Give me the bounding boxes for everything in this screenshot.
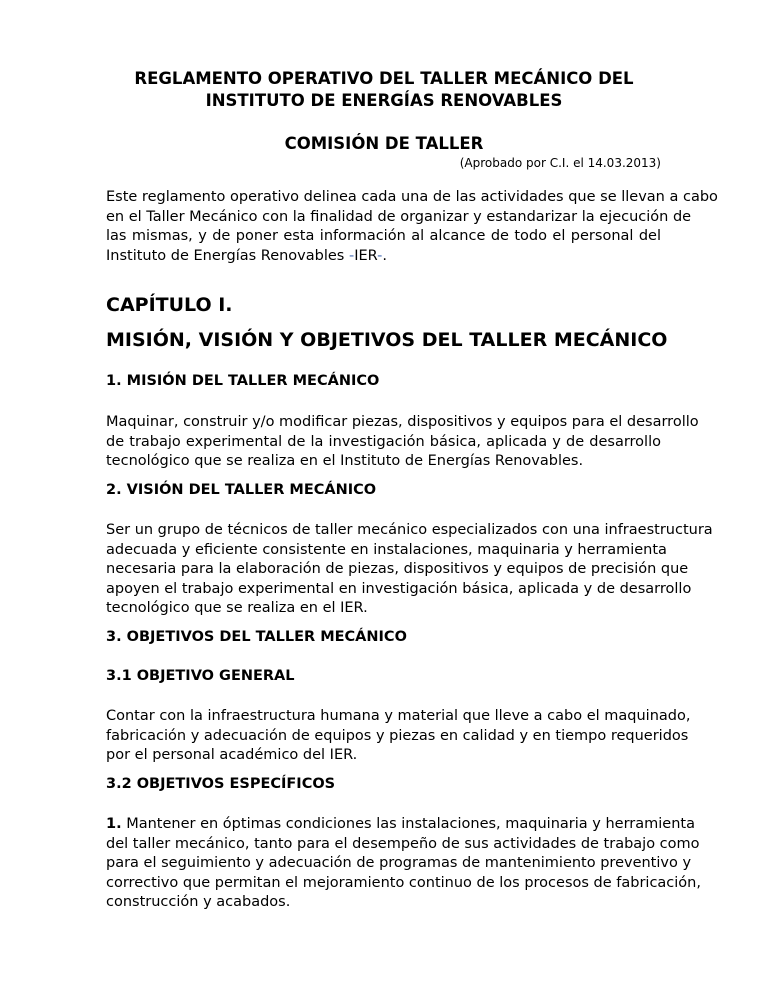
mision-heading: 1. MISIÓN DEL TALLER MECÁNICO <box>106 373 380 389</box>
vision-heading: 2. VISIÓN DEL TALLER MECÁNICO <box>106 482 377 498</box>
intro-end: . <box>382 247 387 264</box>
mision-paragraph <box>106 413 699 472</box>
vision-line: necesaria para la elaboración de piezas, dispositivos y equipos de precisión que <box>106 561 689 577</box>
mision-line: Maquinar, construir y/o modificar piezas, dispositivos y equipos para el desarrollo <box>106 414 699 430</box>
objetivo-general-heading: 3.1 OBJETIVO GENERAL <box>106 668 295 684</box>
intro-text: Instituto de Energías Renovables <box>106 247 349 264</box>
especificos-line: correctivo que permitan el mejoramiento continuo de los procesos de fabricación, <box>106 874 701 891</box>
intro-line: las mismas, y de poner esta información al alcance de todo el personal del <box>106 228 661 244</box>
especificos-line: del taller mecánico, tanto para el desempeño de sus actividades de trabajo como <box>106 835 700 852</box>
intro-line: en el Taller Mecánico con la finalidad de organizar y estandarizar la ejecución de <box>106 208 692 225</box>
chapter-number: CAPÍTULO I. <box>106 294 233 316</box>
title-line-2: INSTITUTO DE ENERGÍAS RENOVABLES <box>205 91 563 110</box>
vision-line: adecuada y eficiente consistente en instalaciones, maquinaria y herramienta <box>106 541 667 558</box>
vision-line: apoyen el trabajo experimental en investigación básica, aplicada y de desarrollo <box>106 580 692 597</box>
especificos-line <box>106 815 695 835</box>
approval-note: (Aprobado por C.I. el 14.03.2013) <box>459 156 661 170</box>
general-line: fabricación y adecuación de equipos y piezas en calidad y en tiempo requeridos <box>106 727 689 744</box>
objetivos-especificos-paragraph <box>106 815 701 913</box>
general-line: por el personal académico del IER. <box>106 747 358 763</box>
especificos-line: para el seguimiento y adecuación de programas de mantenimiento preventivo y <box>106 855 692 871</box>
item-text: Mantener en óptimas condiciones las instalaciones, maquinaria y herramienta <box>121 816 695 832</box>
vision-paragraph <box>106 521 713 619</box>
intro-line: Este reglamento operativo delinea cada una de las actividades que se llevan a cabo <box>106 189 718 205</box>
objetivo-general-paragraph <box>106 707 691 766</box>
title-line-1: REGLAMENTO OPERATIVO DEL TALLER MECÁNICO DEL <box>134 69 634 88</box>
intro-paragraph <box>106 188 718 266</box>
vision-line: tecnológico que se realiza en el IER. <box>106 600 368 616</box>
item-number: 1. <box>106 816 122 832</box>
objetivos-especificos-heading: 3.2 OBJETIVOS ESPECÍFICOS <box>106 776 336 792</box>
accent-dash: - <box>377 247 383 264</box>
commission-heading: COMISIÓN DE TALLER <box>284 134 484 153</box>
intro-line-last <box>106 247 661 267</box>
especificos-line: construcción y acabados. <box>106 894 291 910</box>
document-title <box>100 68 668 112</box>
vision-line: Ser un grupo de técnicos de taller mecánico especializados con una infraestructura <box>106 522 713 538</box>
ier-abbreviation: IER <box>354 247 378 264</box>
objetivos-heading: 3. OBJETIVOS DEL TALLER MECÁNICO <box>106 629 407 645</box>
general-line: Contar con la infraestructura humana y material que lleve a cabo el maquinado, <box>106 708 691 724</box>
accent-dash: - <box>348 247 355 264</box>
mision-line: tecnológico que se realiza en el Instituto de Energías Renovables. <box>106 453 584 469</box>
chapter-title: MISIÓN, VISIÓN Y OBJETIVOS DEL TALLER MECÁNICO <box>106 329 668 351</box>
mision-line: de trabajo experimental de la investigación básica, aplicada y de desarrollo <box>106 433 661 450</box>
